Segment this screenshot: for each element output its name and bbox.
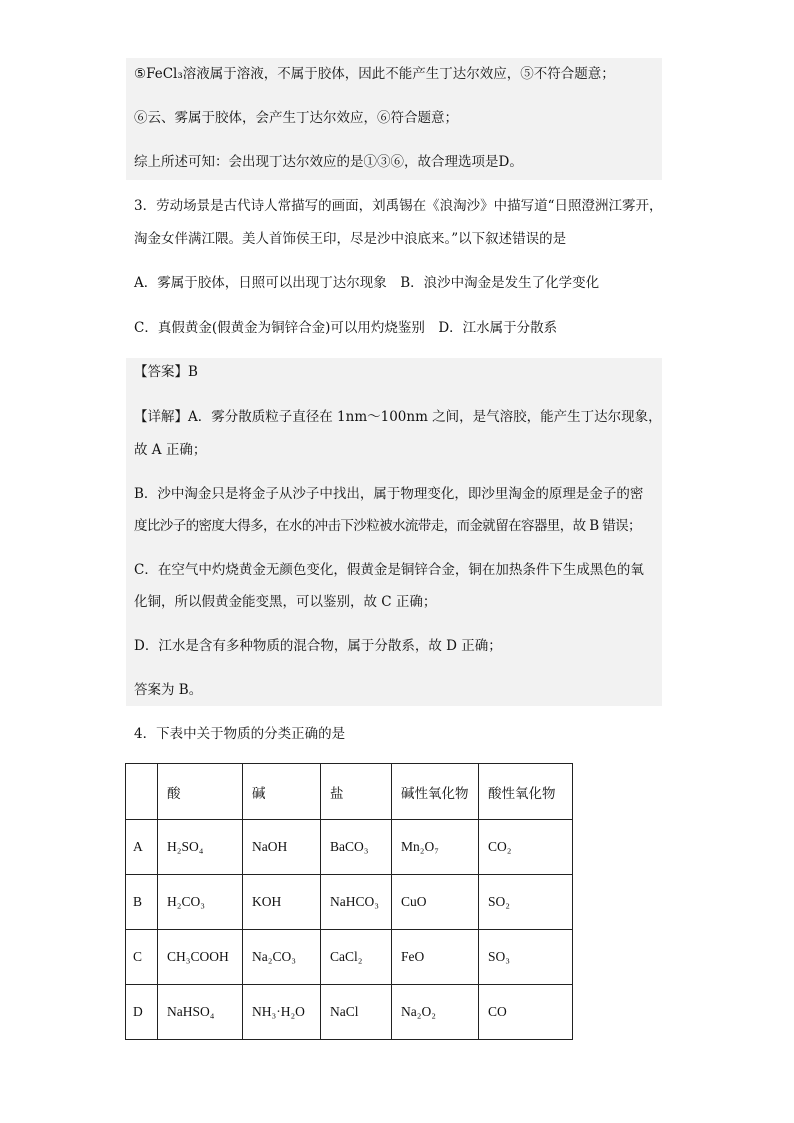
question-3-line1: 3．劳动场景是古代诗人常描写的画面，刘禹锡在《浪淘沙》中描写道“日照澄洲江雾开，	[134, 198, 663, 214]
detail-a-line2: 故 A 正确；	[134, 442, 207, 458]
table-cell: H₂CO₃	[158, 875, 243, 930]
table-row	[126, 820, 573, 875]
table-cell: NaHSO₄	[158, 985, 243, 1040]
table-cell: B	[126, 875, 158, 930]
paragraph-summary: 综上所述可知：会出现丁达尔效应的是①③⑥，故合理选项是D。	[134, 154, 523, 170]
table-cell: SO₂	[479, 875, 573, 930]
classification-table	[125, 763, 573, 1040]
detail-b-line2: 度比沙子的密度大得多，在水的冲击下沙粒被水流带走，而金就留在容器里，故 B 错误；	[134, 518, 641, 534]
table-header-cell: 酸	[158, 764, 243, 820]
table-cell: CO	[479, 985, 573, 1040]
question-3-line2: 淘金女伴满江隈。美人首饰侯王印，尽是沙中浪底来。”以下叙述错误的是	[134, 231, 567, 247]
table-cell: KOH	[243, 875, 321, 930]
answer-label: 【答案】B	[134, 364, 198, 380]
table-cell: CuO	[392, 875, 479, 930]
question-3-options-ab: A．雾属于胶体，日照可以出现丁达尔现象 B．浪沙中淘金是发生了化学变化	[134, 275, 600, 291]
detail-c-line2: 化铜，所以假黄金能变黑，可以鉴别，故 C 正确；	[134, 594, 437, 610]
table-header-cell: 酸性氧化物	[479, 764, 573, 820]
table-cell: NaCl	[321, 985, 392, 1040]
table-header-cell: 碱	[243, 764, 321, 820]
table-row	[126, 875, 573, 930]
question-3-options-cd: C．真假黄金(假黄金为铜锌合金)可以用灼烧鉴别 D．江水属于分散系	[134, 320, 558, 336]
question-4: 4．下表中关于物质的分类正确的是	[134, 726, 346, 742]
table-cell: Na₂O₂	[392, 985, 479, 1040]
table-cell: A	[126, 820, 158, 875]
detail-a-line1: 【详解】A．雾分散质粒子直径在 1nm～100nm 之间，是气溶胶，能产生丁达尔现象，	[134, 409, 662, 425]
table-cell: FeO	[392, 930, 479, 985]
detail-c-line1: C．在空气中灼烧黄金无颜色变化，假黄金是铜锌合金，铜在加热条件下生成黑色的氧	[134, 562, 644, 578]
table-cell: D	[126, 985, 158, 1040]
table-cell: BaCO₃	[321, 820, 392, 875]
detail-d: D．江水是含有多种物质的混合物，属于分散系，故 D 正确；	[134, 638, 502, 654]
table-row	[126, 930, 573, 985]
table-cell: Na₂CO₃	[243, 930, 321, 985]
table-cell: CH₃COOH	[158, 930, 243, 985]
table-header-cell	[126, 764, 158, 820]
table-cell: NaHCO₃	[321, 875, 392, 930]
conclusion: 答案为 B。	[134, 682, 203, 698]
paragraph-fecl3: ⑤FeCl₃溶液属于溶液，不属于胶体，因此不能产生丁达尔效应，⑤不符合题意；	[134, 66, 615, 82]
table-cell: NaOH	[243, 820, 321, 875]
table-cell: SO₃	[479, 930, 573, 985]
table-header-row	[126, 764, 573, 820]
table-cell: Mn₂O₇	[392, 820, 479, 875]
table-cell: NH₃·H₂O	[243, 985, 321, 1040]
table-cell: CO₂	[479, 820, 573, 875]
table-header-cell: 盐	[321, 764, 392, 820]
paragraph-cloud-fog: ⑥云、雾属于胶体，会产生丁达尔效应，⑥符合题意；	[134, 110, 458, 126]
table-cell: CaCl₂	[321, 930, 392, 985]
table-cell: H₂SO₄	[158, 820, 243, 875]
table-header-cell: 碱性氧化物	[392, 764, 479, 820]
table-cell: C	[126, 930, 158, 985]
table-row	[126, 985, 573, 1040]
detail-b-line1: B．沙中淘金只是将金子从沙子中找出，属于物理变化，即沙里淘金的原理是金子的密	[134, 486, 644, 502]
